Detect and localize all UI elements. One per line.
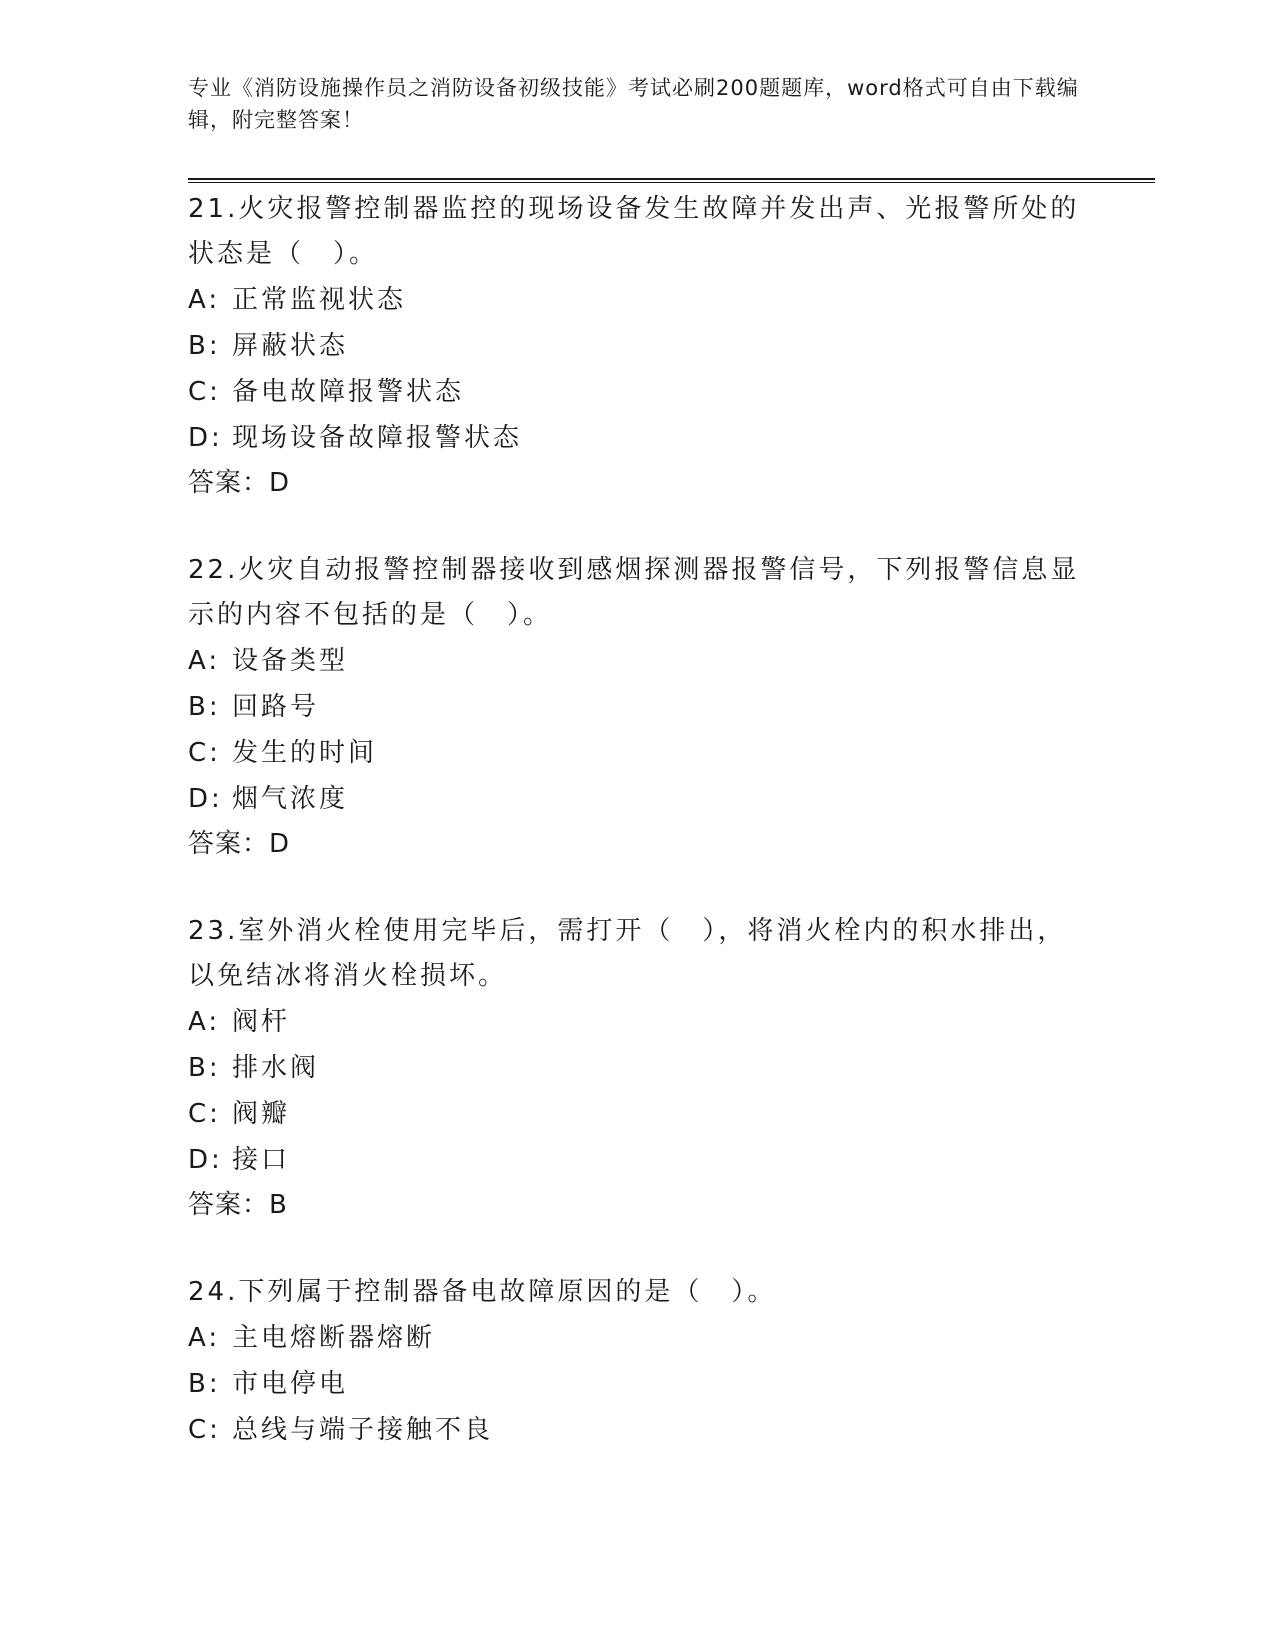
option-c [188,1407,1088,1453]
header-divider [188,178,1155,183]
question-stem: 22.火灾自动报警控制器接收到感烟探测器报警信号，下列报警信息显示的内容不包括的是（ ）。 [188,555,1080,630]
option-text: 回路号 [232,692,320,722]
question-24 [188,1270,1088,1453]
question-stem: 23.室外消火栓使用完毕后，需打开（ ），将消火栓内的积水排出，以免结冰将消火栓损坏。 [188,916,1067,991]
option-text: 市电停电 [232,1369,349,1399]
option-text: 现场设备故障报警状态 [232,423,523,453]
option-d [188,415,1088,461]
question-21 [188,187,1088,505]
option-text: 设备类型 [232,646,349,676]
option-key: C: [188,1099,221,1129]
option-a [188,1315,1088,1361]
header-text: 专业《消防设施操作员之消防设备初级技能》考试必刷200题题库，word格式可自由下载编辑，附完整答案！ [188,76,1079,132]
question-23 [188,909,1088,1227]
option-d [188,1137,1088,1183]
option-text: 阀瓣 [232,1099,291,1129]
question-22 [188,548,1088,866]
question-stem: 24.下列属于控制器备电故障原因的是（ ）。 [188,1277,777,1307]
option-text: 发生的时间 [232,738,378,768]
question-list [188,187,1088,1496]
option-text: 接口 [232,1145,291,1175]
option-key: A: [188,285,221,315]
option-key: B: [188,1053,221,1083]
option-b [188,1045,1088,1091]
option-key: B: [188,331,221,361]
option-text: 烟气浓度 [232,784,349,814]
option-b [188,684,1088,730]
option-key: D: [188,423,223,453]
option-c [188,730,1088,776]
option-text: 主电熔断器熔断 [232,1323,436,1353]
option-key: C: [188,377,221,407]
option-text: 正常监视状态 [232,285,407,315]
option-key: D: [188,784,223,814]
option-text: 屏蔽状态 [232,331,349,361]
option-key: C: [188,1415,221,1445]
answer-line: 答案：D [188,829,291,859]
option-a [188,999,1088,1045]
answer-line: 答案：D [188,468,291,498]
option-key: C: [188,738,221,768]
option-d [188,776,1088,822]
option-b [188,323,1088,369]
option-text: 排水阀 [232,1053,320,1083]
option-key: D: [188,1145,223,1175]
answer-line: 答案：B [188,1190,288,1220]
option-key: B: [188,692,221,722]
option-a [188,277,1088,323]
option-b [188,1361,1088,1407]
document-header [188,72,1088,136]
option-key: A: [188,646,221,676]
option-key: A: [188,1323,221,1353]
option-key: B: [188,1369,221,1399]
option-text: 阀杆 [232,1007,291,1037]
option-text: 备电故障报警状态 [232,377,465,407]
option-a [188,638,1088,684]
question-stem: 21.火灾报警控制器监控的现场设备发生故障并发出声、光报警所处的状态是（ ）。 [188,194,1080,269]
option-c [188,1091,1088,1137]
option-text: 总线与端子接触不良 [232,1415,494,1445]
option-key: A: [188,1007,221,1037]
option-c [188,369,1088,415]
